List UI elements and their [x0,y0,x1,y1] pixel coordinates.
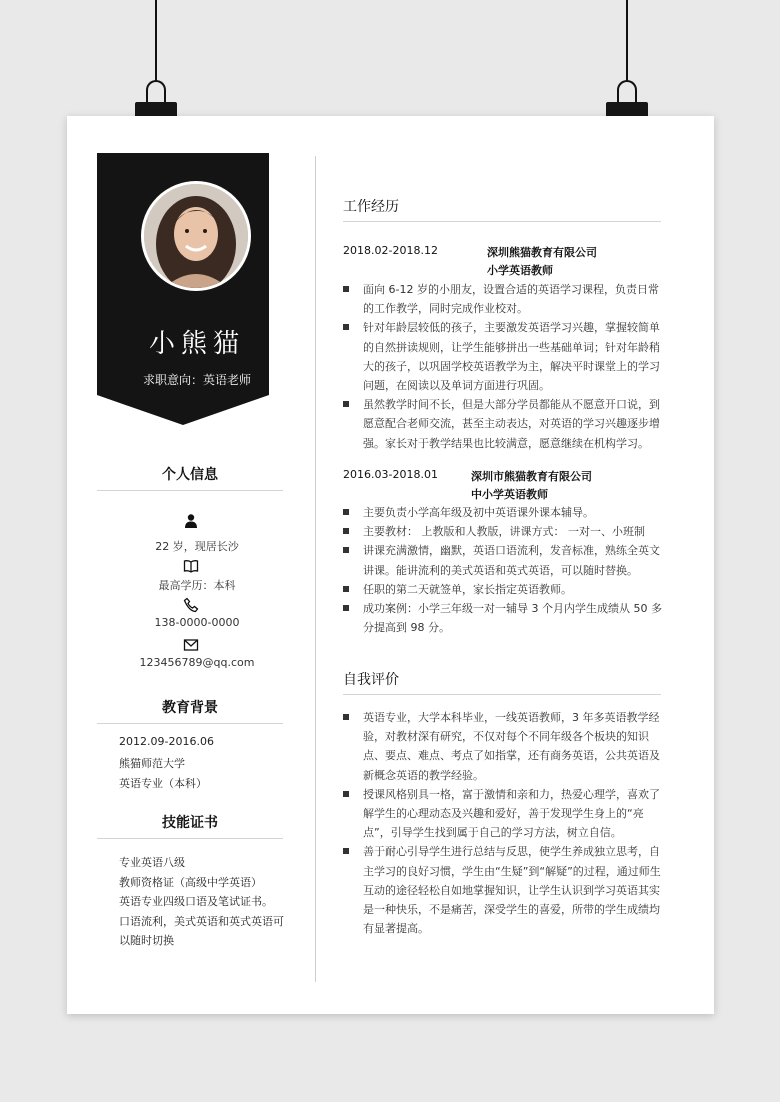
job-duties [343,503,663,637]
list-item: 英语专业，大学本科毕业，一线英语教师，3 年多英语教学经验，对教材深有研究，不仅对每个不同年级各个板块的知识点、要点、难点、考点了如指掌，还有商务英语，公共英语及新概念英语的教学经验。 [343,708,663,785]
job-role: 中小学英语教师 [471,488,548,501]
education-school: 熊猫师范大学 [119,757,185,770]
skills-list [119,853,289,951]
job-date: 2016.03-2018.01 [343,468,438,481]
work-rule [343,221,661,222]
education-major: 英语专业（本科） [119,777,207,790]
list-item: 善于耐心引导学生进行总结与反思，使学生养成独立思考，自主学习的良好习惯，学生由“生疑”到“解疑”的过程，通过师生互动的途径轻松自如地掌握知识，让学生认识到学习英语其实是一种快乐，不是痛苦，深受学生的喜爱，所带的学生成绩均有显著提高。 [343,842,663,938]
education-period: 2012.09-2016.06 [119,735,214,748]
age-location: 22 岁，现居长沙 [155,540,239,553]
education-level: 最高学历：本科 [158,579,236,592]
self-eval-list [343,708,663,938]
mail-icon [183,637,199,653]
list-item: 授课风格别具一格，富于激情和亲和力，热爱心理学，喜欢了解学生的心理动态及兴趣和爱好，善于发现学生身上的“亮点”，引导学生找到属于自己的学习方法，树立自信。 [343,785,663,843]
skill-item: 英语专业四级口语及笔试证书。 [119,895,273,908]
job-duties [343,280,663,453]
job-role: 小学英语教师 [487,264,553,277]
personal-info-rule [97,490,283,491]
job-company: 深圳熊猫教育有限公司 [487,246,597,259]
list-item: 主要教材： 上教版和人教版，讲课方式： 一对一、小班制 [343,522,663,541]
profile-banner [97,153,269,425]
person-icon [183,513,199,529]
column-divider [315,156,316,982]
skills-title: 技能证书 [162,815,218,831]
list-item: 面向 6-12 岁的小朋友，设置合适的英语学习课程，负责日常的工作教学，同时完成作业校对。 [343,280,663,318]
list-item: 成功案例：小学三年级一对一辅导 3 个月内学生成绩从 50 多分提高到 98 分。 [343,599,663,637]
phone-number[interactable]: 138-0000-0000 [154,616,240,629]
self-eval-title: 自我评价 [343,672,399,688]
job-date: 2018.02-2018.12 [343,244,438,257]
skills-rule [97,838,283,839]
education-title: 教育背景 [162,700,218,716]
hanging-wire-right [626,0,628,82]
job-company: 深圳市熊猫教育有限公司 [471,470,592,483]
education-rule [97,723,283,724]
candidate-name: 小熊猫 [148,329,245,359]
personal-info-title: 个人信息 [162,467,218,483]
list-item: 虽然教学时间不长，但是大部分学员都能从不愿意开口说，到愿意配合老师交流，甚至主动表达，对英语的学习兴趣逐步增强。家长对于教学结果也比较满意，愿意继续在机构学习。 [343,395,663,453]
book-icon [183,558,199,574]
self-eval-rule [343,694,661,695]
list-item: 任职的第二天就签单，家长指定英语教师。 [343,580,663,599]
skill-item: 教师资格证（高级中学英语） [119,875,262,889]
job-intent: 求职意向：英语老师 [142,373,251,387]
hanging-wire-left [155,0,157,82]
avatar [141,181,251,291]
work-title: 工作经历 [343,199,399,215]
portrait-image [144,184,248,288]
list-item: 讲课充满激情，幽默，英语口语流利，发音标准，熟练全英文讲课。能讲流利的美式英语和英式英语，可以随时替换。 [343,541,663,579]
email-address[interactable]: 123456789@qq.com [139,656,255,669]
phone-icon [183,597,199,613]
skill-item: 专业英语八级 [119,856,185,869]
list-item: 主要负责小学高年级及初中英语课外课本辅导。 [343,503,663,522]
skill-item: 口语流利，美式英语和英式英语可以随时切换 [119,914,284,947]
list-item: 针对年龄层较低的孩子，主要激发英语学习兴趣，掌握较简单的自然拼读规则，让学生能够拼出一些基础单词；针对年龄稍大的孩子，以巩固学校英语教学为主，解决平时课堂上的学习问题，在阅读以及单词方面进行巩固。 [343,318,663,395]
resume-paper [67,116,714,1014]
